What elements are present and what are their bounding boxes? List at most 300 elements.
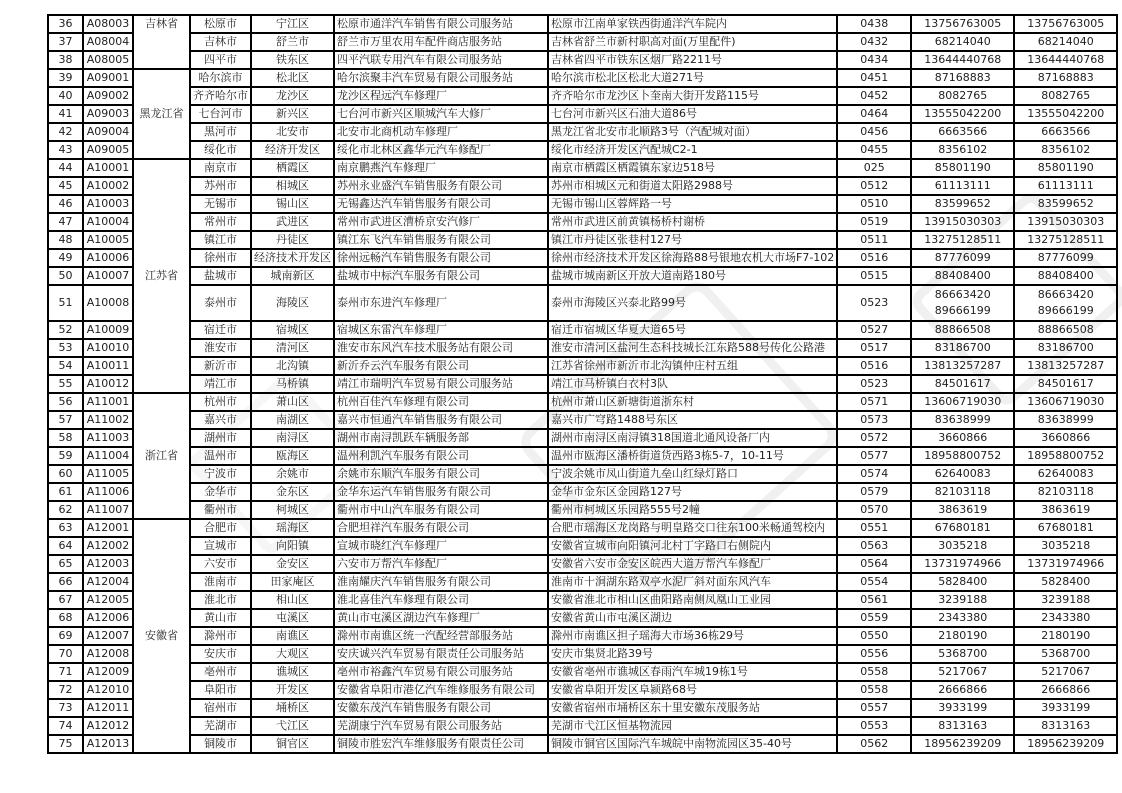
phone2-cell: 88866508	[1014, 321, 1117, 339]
district-cell: 谯城区	[251, 663, 334, 681]
station-code-cell: A12009	[83, 663, 133, 681]
phone1-cell: 82103118	[911, 483, 1014, 501]
phone1-cell: 13275128511	[911, 231, 1014, 249]
station-name-cell: 余姚市东顺汽车服务有限公司	[334, 465, 548, 483]
row-number-cell: 53	[48, 339, 83, 357]
table-row	[48, 699, 1117, 717]
address-cell: 黑龙江省北安市北顺路3号（汽配城对面）	[548, 123, 837, 141]
station-name-cell: 淮北喜佳汽车修理有限公司	[334, 591, 548, 609]
city-cell: 绥化市	[190, 141, 251, 159]
station-name-cell: 金华东运汽车销售服务有限公司	[334, 483, 548, 501]
row-number-cell: 55	[48, 375, 83, 393]
district-cell: 向阳镇	[251, 537, 334, 555]
area-code-cell: 0438	[837, 15, 911, 33]
phone1-cell: 61113111	[911, 177, 1014, 195]
station-code-cell: A12005	[83, 591, 133, 609]
row-number-cell: 61	[48, 483, 83, 501]
table-row	[48, 15, 1117, 33]
row-number-cell: 47	[48, 213, 83, 231]
address-cell: 七台河市新兴区石油大道86号	[548, 105, 837, 123]
city-cell: 芜湖市	[190, 717, 251, 735]
table-row	[48, 87, 1117, 105]
phone1-cell: 67680181	[911, 519, 1014, 537]
phone1-cell: 8356102	[911, 141, 1014, 159]
station-code-cell: A10010	[83, 339, 133, 357]
row-number-cell: 62	[48, 501, 83, 519]
phone2-cell: 83599652	[1014, 195, 1117, 213]
phone1-cell: 2666866	[911, 681, 1014, 699]
station-name-cell: 七台河市新兴区顺城汽车大修厂	[334, 105, 548, 123]
district-cell: 北安市	[251, 123, 334, 141]
area-code-cell: 0551	[837, 519, 911, 537]
phone1-cell: 5828400	[911, 573, 1014, 591]
table-row	[48, 429, 1117, 447]
station-code-cell: A11001	[83, 393, 133, 411]
city-cell: 亳州市	[190, 663, 251, 681]
district-cell: 松北区	[251, 69, 334, 87]
phone1-cell: 3660866	[911, 429, 1014, 447]
service-station-table	[47, 14, 1118, 754]
phone2-cell: 13813257287	[1014, 357, 1117, 375]
station-code-cell: A11003	[83, 429, 133, 447]
city-cell: 金华市	[190, 483, 251, 501]
city-cell: 徐州市	[190, 249, 251, 267]
station-code-cell: A10009	[83, 321, 133, 339]
phone2-cell: 13555042200	[1014, 105, 1117, 123]
area-code-cell: 0573	[837, 411, 911, 429]
row-number-cell: 57	[48, 411, 83, 429]
phone2-cell: 13644440768	[1014, 51, 1117, 69]
station-name-cell: 安徽东茂汽车销售服务有限公司	[334, 699, 548, 717]
table-row	[48, 447, 1117, 465]
station-code-cell: A11006	[83, 483, 133, 501]
phone2-cell: 2666866	[1014, 681, 1117, 699]
district-cell: 瓯海区	[251, 447, 334, 465]
district-cell: 相城区	[251, 177, 334, 195]
phone2-cell: 83638999	[1014, 411, 1117, 429]
table-row	[48, 645, 1117, 663]
address-cell: 徐州市经济技术开发区徐海路88号银地农机大市场F7-102	[548, 249, 837, 267]
table-row	[48, 357, 1117, 375]
phone2-cell: 13275128511	[1014, 231, 1117, 249]
station-name-cell: 杭州百佳汽车修理有限公司	[334, 393, 548, 411]
station-code-cell: A10001	[83, 159, 133, 177]
station-code-cell: A12013	[83, 735, 133, 753]
phone1-cell: 83599652	[911, 195, 1014, 213]
table-row	[48, 51, 1117, 69]
district-cell: 经济技术开发区	[251, 249, 334, 267]
province-cell: 江苏省	[133, 159, 190, 393]
row-number-cell: 59	[48, 447, 83, 465]
district-cell: 清河区	[251, 339, 334, 357]
area-code-cell: 0512	[837, 177, 911, 195]
station-name-cell: 镇江东飞汽车销售服务有限公司	[334, 231, 548, 249]
row-number-cell: 36	[48, 15, 83, 33]
phone2-cell: 2343380	[1014, 609, 1117, 627]
address-cell: 靖江市马桥镇白衣村3队	[548, 375, 837, 393]
city-cell: 靖江市	[190, 375, 251, 393]
phone1-cell: 88408400	[911, 267, 1014, 285]
table-body	[48, 15, 1117, 753]
city-cell: 宿迁市	[190, 321, 251, 339]
row-number-cell: 43	[48, 141, 83, 159]
address-cell: 吉林省舒兰市新村职高对面(万里配件)	[548, 33, 837, 51]
area-code-cell: 0559	[837, 609, 911, 627]
province-cell: 吉林省	[133, 15, 190, 69]
table-row	[48, 627, 1117, 645]
table-row	[48, 69, 1117, 87]
table-row	[48, 33, 1117, 51]
address-cell: 松原市江南单家铁西街通洋汽车院内	[548, 15, 837, 33]
row-number-cell: 54	[48, 357, 83, 375]
district-cell: 余姚市	[251, 465, 334, 483]
address-cell: 无锡市锡山区蓉辉路一号	[548, 195, 837, 213]
table-row	[48, 141, 1117, 159]
address-cell: 安徽省淮北市相山区曲阳路南侧凤凰山工业园	[548, 591, 837, 609]
station-name-cell: 滁州市南谯区统一汽配经营部服务站	[334, 627, 548, 645]
district-cell: 屯溪区	[251, 609, 334, 627]
phone2-cell: 5368700	[1014, 645, 1117, 663]
address-cell: 安徽省宣城市向阳镇河北村丁字路口右侧院内	[548, 537, 837, 555]
area-code-cell: 0434	[837, 51, 911, 69]
row-number-cell: 44	[48, 159, 83, 177]
area-code-cell: 0456	[837, 123, 911, 141]
table-row	[48, 537, 1117, 555]
row-number-cell: 66	[48, 573, 83, 591]
area-code-cell: 0556	[837, 645, 911, 663]
table-row	[48, 123, 1117, 141]
row-number-cell: 49	[48, 249, 83, 267]
area-code-cell: 0561	[837, 591, 911, 609]
phone2-cell: 83186700	[1014, 339, 1117, 357]
station-code-cell: A11004	[83, 447, 133, 465]
address-cell: 安徽省亳州市谯城区春雨汽车城19栋1号	[548, 663, 837, 681]
row-number-cell: 41	[48, 105, 83, 123]
area-code-cell: 0554	[837, 573, 911, 591]
station-code-cell: A12012	[83, 717, 133, 735]
row-number-cell: 74	[48, 717, 83, 735]
area-code-cell: 0557	[837, 699, 911, 717]
table-row	[48, 339, 1117, 357]
station-code-cell: A12007	[83, 627, 133, 645]
city-cell: 吉林市	[190, 33, 251, 51]
table-row	[48, 375, 1117, 393]
station-name-cell: 哈尔滨聚丰汽车贸易有限公司服务站	[334, 69, 548, 87]
district-cell: 北沟镇	[251, 357, 334, 375]
phone2-cell: 13731974966	[1014, 555, 1117, 573]
address-cell: 南京市栖霞区栖霞镇东家边518号	[548, 159, 837, 177]
district-cell: 埇桥区	[251, 699, 334, 717]
station-code-cell: A10002	[83, 177, 133, 195]
phone1-cell: 13813257287	[911, 357, 1014, 375]
station-code-cell: A09003	[83, 105, 133, 123]
city-cell: 四平市	[190, 51, 251, 69]
city-cell: 淮安市	[190, 339, 251, 357]
station-name-cell: 嘉兴市恒通汽车销售服务有限公司	[334, 411, 548, 429]
district-cell: 田家庵区	[251, 573, 334, 591]
city-cell: 镇江市	[190, 231, 251, 249]
station-code-cell: A11005	[83, 465, 133, 483]
district-cell: 萧山区	[251, 393, 334, 411]
station-name-cell: 靖江市瑞明汽车贸易有限公司服务站	[334, 375, 548, 393]
city-cell: 南京市	[190, 159, 251, 177]
row-number-cell: 75	[48, 735, 83, 753]
area-code-cell: 0516	[837, 357, 911, 375]
area-code-cell: 0452	[837, 87, 911, 105]
address-cell: 绥化市经济开发区汽配城C2-1	[548, 141, 837, 159]
address-cell: 铜陵市铜官区国际汽车城皖中南物流园区35-40号	[548, 735, 837, 753]
station-code-cell: A12011	[83, 699, 133, 717]
district-cell: 弋江区	[251, 717, 334, 735]
phone2-cell: 8356102	[1014, 141, 1117, 159]
city-cell: 泰州市	[190, 285, 251, 321]
table-row	[48, 609, 1117, 627]
address-cell: 齐齐哈尔市龙沙区卜奎南大街开发路115号	[548, 87, 837, 105]
phone1-cell: 13915030303	[911, 213, 1014, 231]
area-code-cell: 0451	[837, 69, 911, 87]
station-name-cell: 绥化市北林区鑫华元汽车修配厂	[334, 141, 548, 159]
city-cell: 淮北市	[190, 591, 251, 609]
address-cell: 合肥市瑶海区龙岗路与明皇路交口往东100米畅通驾校内	[548, 519, 837, 537]
row-number-cell: 64	[48, 537, 83, 555]
city-cell: 七台河市	[190, 105, 251, 123]
phone1-cell: 5217067	[911, 663, 1014, 681]
district-cell: 南浔区	[251, 429, 334, 447]
phone2-cell: 8082765	[1014, 87, 1117, 105]
station-code-cell: A10007	[83, 267, 133, 285]
station-name-cell: 黄山市屯溪区湖边汽车修理厂	[334, 609, 548, 627]
table-row	[48, 393, 1117, 411]
station-name-cell: 湖州市南浔凯跃车辆服务部	[334, 429, 548, 447]
phone2-cell: 3933199	[1014, 699, 1117, 717]
address-cell: 衢州市柯城区乐园路555号2幢	[548, 501, 837, 519]
district-cell: 金安区	[251, 555, 334, 573]
area-code-cell: 0570	[837, 501, 911, 519]
phone1-cell: 3933199	[911, 699, 1014, 717]
phone1-cell	[911, 285, 1014, 321]
row-number-cell: 73	[48, 699, 83, 717]
table-row	[48, 177, 1117, 195]
city-cell: 齐齐哈尔市	[190, 87, 251, 105]
city-cell: 松原市	[190, 15, 251, 33]
address-cell: 宁波余姚市凤山街道九垒山红绿灯路口	[548, 465, 837, 483]
city-cell: 无锡市	[190, 195, 251, 213]
phone1-cell: 8313163	[911, 717, 1014, 735]
district-cell: 锡山区	[251, 195, 334, 213]
area-code-cell: 0562	[837, 735, 911, 753]
station-name-cell: 四平汽联专用汽车有限公司服务站	[334, 51, 548, 69]
phone1-cell: 3863619	[911, 501, 1014, 519]
area-code-cell: 0455	[837, 141, 911, 159]
table-row	[48, 411, 1117, 429]
phone2-cell: 3035218	[1014, 537, 1117, 555]
table-row	[48, 501, 1117, 519]
phone1-cell: 13606719030	[911, 393, 1014, 411]
table-row	[48, 249, 1117, 267]
address-cell: 宿迁市宿城区华夏大道65号	[548, 321, 837, 339]
address-cell: 滁州市南谯区担子瑶海大市场36栋29号	[548, 627, 837, 645]
area-code-cell: 0515	[837, 267, 911, 285]
station-name-cell: 温州利凯汽车服务有限公司	[334, 447, 548, 465]
table-row	[48, 555, 1117, 573]
district-cell: 南湖区	[251, 411, 334, 429]
row-number-cell: 51	[48, 285, 83, 321]
phone2-cell: 67680181	[1014, 519, 1117, 537]
station-name-cell: 宿城区东雷汽车修理厂	[334, 321, 548, 339]
district-cell: 相山区	[251, 591, 334, 609]
district-cell: 瑶海区	[251, 519, 334, 537]
phone2-cell: 82103118	[1014, 483, 1117, 501]
table-row	[48, 321, 1117, 339]
station-name-cell: 南京鹏燕汽车修理厂	[334, 159, 548, 177]
city-cell: 杭州市	[190, 393, 251, 411]
station-name-cell: 淮南耀庆汽车销售服务有限公司	[334, 573, 548, 591]
station-code-cell: A10012	[83, 375, 133, 393]
station-name-cell: 安徽省阜阳市港亿汽车维修服务有限公司	[334, 681, 548, 699]
district-cell: 马桥镇	[251, 375, 334, 393]
city-cell: 合肥市	[190, 519, 251, 537]
district-cell: 城南新区	[251, 267, 334, 285]
city-cell: 哈尔滨市	[190, 69, 251, 87]
row-number-cell: 48	[48, 231, 83, 249]
city-cell: 宿州市	[190, 699, 251, 717]
phone2-cell: 3660866	[1014, 429, 1117, 447]
province-cell: 浙江省	[133, 393, 190, 519]
address-cell: 江苏省徐州市新沂市北沟镇仲庄村五组	[548, 357, 837, 375]
phone1-cell: 68214040	[911, 33, 1014, 51]
table-row	[48, 663, 1117, 681]
area-code-cell: 0523	[837, 375, 911, 393]
address-cell: 芜湖市弋江区恒基物流园	[548, 717, 837, 735]
phone2-cell: 3863619	[1014, 501, 1117, 519]
district-cell: 龙沙区	[251, 87, 334, 105]
district-cell: 武进区	[251, 213, 334, 231]
row-number-cell: 71	[48, 663, 83, 681]
phone1-cell: 3035218	[911, 537, 1014, 555]
address-cell: 温州市瓯海区潘桥街道货西路3栋5-7，10-11号	[548, 447, 837, 465]
table-row	[48, 735, 1117, 753]
district-cell: 栖霞区	[251, 159, 334, 177]
address-cell: 镇江市丹徒区张巷村127号	[548, 231, 837, 249]
address-cell: 淮安市清河区盐河生态科技城长江东路588号传化公路港	[548, 339, 837, 357]
station-name-cell: 盐城市中标汽车服务有限公司	[334, 267, 548, 285]
phone2-cell: 87168883	[1014, 69, 1117, 87]
address-cell: 嘉兴市广穹路1488号东区	[548, 411, 837, 429]
area-code-cell: 0563	[837, 537, 911, 555]
phone1-cell: 6663566	[911, 123, 1014, 141]
city-cell: 温州市	[190, 447, 251, 465]
station-name-cell: 宣城市晓红汽车修理厂	[334, 537, 548, 555]
city-cell: 湖州市	[190, 429, 251, 447]
row-number-cell: 37	[48, 33, 83, 51]
row-number-cell: 38	[48, 51, 83, 69]
station-code-cell: A10005	[83, 231, 133, 249]
city-cell: 黄山市	[190, 609, 251, 627]
station-name-cell: 衢州市中山汽车服务有限公司	[334, 501, 548, 519]
city-cell: 常州市	[190, 213, 251, 231]
phone2-cell: 8313163	[1014, 717, 1117, 735]
station-code-cell: A12002	[83, 537, 133, 555]
area-code-cell: 0558	[837, 681, 911, 699]
city-cell: 黑河市	[190, 123, 251, 141]
row-number-cell: 69	[48, 627, 83, 645]
phone2-cell: 18956239209	[1014, 735, 1117, 753]
row-number-cell: 46	[48, 195, 83, 213]
phone2-cell: 84501617	[1014, 375, 1117, 393]
phone1-cell: 87776099	[911, 249, 1014, 267]
station-code-cell: A12006	[83, 609, 133, 627]
phone1-cell: 2180190	[911, 627, 1014, 645]
phone1-cell: 85801190	[911, 159, 1014, 177]
station-code-cell: A10006	[83, 249, 133, 267]
phone2-cell: 13756763005	[1014, 15, 1117, 33]
phone2-cell: 87776099	[1014, 249, 1117, 267]
phone-line: 89666199	[934, 304, 991, 317]
area-code-cell: 0558	[837, 663, 911, 681]
address-cell: 常州市武进区前黄镇杨桥村谢桥	[548, 213, 837, 231]
phone2-cell: 3239188	[1014, 591, 1117, 609]
phone2-cell: 88408400	[1014, 267, 1117, 285]
station-name-cell: 徐州远畅汽车销售服务有限公司	[334, 249, 548, 267]
station-code-cell: A09005	[83, 141, 133, 159]
phone1-cell: 18958800752	[911, 447, 1014, 465]
area-code-cell: 0572	[837, 429, 911, 447]
station-name-cell: 常州市武进区漕桥京安汽修厂	[334, 213, 548, 231]
station-code-cell: A11007	[83, 501, 133, 519]
address-cell: 吉林省四平市铁东区烟厂路2211号	[548, 51, 837, 69]
station-code-cell: A12003	[83, 555, 133, 573]
phone1-cell: 13644440768	[911, 51, 1014, 69]
address-cell: 泰州市海陵区兴泰北路99号	[548, 285, 837, 321]
table-row	[48, 681, 1117, 699]
area-code-cell: 0516	[837, 249, 911, 267]
row-number-cell: 68	[48, 609, 83, 627]
phone1-cell: 5368700	[911, 645, 1014, 663]
address-cell: 安徽省宿州市埇桥区东十里安徽东茂服务站	[548, 699, 837, 717]
table-row	[48, 231, 1117, 249]
station-code-cell: A08003	[83, 15, 133, 33]
area-code-cell: 0523	[837, 285, 911, 321]
address-cell: 盐城市城南新区开放大道南路180号	[548, 267, 837, 285]
row-number-cell: 65	[48, 555, 83, 573]
row-number-cell: 60	[48, 465, 83, 483]
row-number-cell: 72	[48, 681, 83, 699]
area-code-cell: 0432	[837, 33, 911, 51]
area-code-cell: 0510	[837, 195, 911, 213]
phone-line: 86663420	[934, 288, 991, 302]
district-cell: 经济开发区	[251, 141, 334, 159]
phone2-cell: 13606719030	[1014, 393, 1117, 411]
phone1-cell: 3239188	[911, 591, 1014, 609]
area-code-cell: 0464	[837, 105, 911, 123]
station-name-cell: 苏州永业盛汽车销售服务有限公司	[334, 177, 548, 195]
table-row	[48, 105, 1117, 123]
row-number-cell: 39	[48, 69, 83, 87]
station-code-cell: A09002	[83, 87, 133, 105]
station-code-cell: A12004	[83, 573, 133, 591]
phone1-cell: 18956239209	[911, 735, 1014, 753]
city-cell: 宁波市	[190, 465, 251, 483]
address-cell: 安徽省六安市金安区皖西大道万帮汽车修配厂	[548, 555, 837, 573]
station-code-cell: A10008	[83, 285, 133, 321]
city-cell: 嘉兴市	[190, 411, 251, 429]
phone1-cell: 62640083	[911, 465, 1014, 483]
area-code-cell: 0574	[837, 465, 911, 483]
row-number-cell: 56	[48, 393, 83, 411]
station-name-cell: 泰州市东进汽车修理厂	[334, 285, 548, 321]
area-code-cell: 0550	[837, 627, 911, 645]
station-code-cell: A10011	[83, 357, 133, 375]
